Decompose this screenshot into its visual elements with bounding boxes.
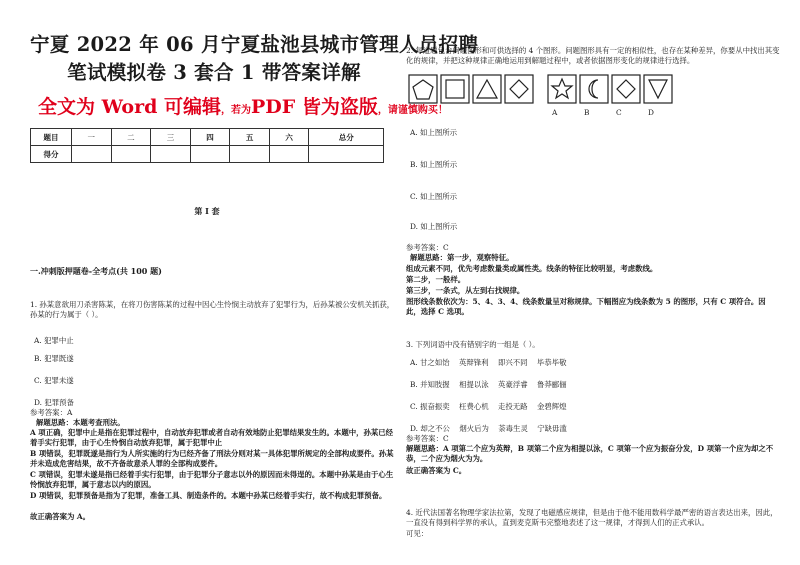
diamond-icon xyxy=(617,80,635,98)
document-title-line1: 宁夏 2022 年 06 月宁夏盐池县城市管理人员招聘 xyxy=(30,33,479,56)
q2-analysis-5: 图形线条数依次为：5、4、3、4、线条数量呈对称规律。下幅图应为线条数为 5 的图形，只有 C 项符合。因此，选择 C 选项。 xyxy=(406,297,766,317)
q1-analysis-6: 故正确答案为 A。 xyxy=(30,512,91,521)
banner-pdf-pirated: PDF 皆为盗版 xyxy=(251,96,378,118)
triangle-icon xyxy=(477,80,497,98)
part-title: 一.冲刺版押题卷-全考点(共 100 题) xyxy=(30,266,162,276)
q3-stem: 3. 下列词语中没有错别字的一组是（ ）。 xyxy=(406,340,540,349)
score-table xyxy=(30,128,384,163)
q2-option-b: B. 如上图所示 xyxy=(410,160,458,169)
q4-stem: 4. 近代法国著名物理学家法拉第，发现了电磁感应规律，但是由于他不能用数科学最严密的语言表达出来，因此，一直没有得到科学界的承认，直到麦克斯韦完整地表述了这一规律，才得到人们的正式承认。 xyxy=(406,508,778,528)
q1-option-a: A. 犯罪中止 xyxy=(34,336,74,345)
q2-letter-b: B xyxy=(584,108,590,117)
q2-answer: 参考答案：C xyxy=(406,243,449,252)
q2-letter-c: C xyxy=(616,108,622,117)
diamond-icon xyxy=(510,80,528,98)
score-row-label: 得分 xyxy=(31,146,72,163)
q3-option-d: D. 却之不公 烟火后为 荼毒生灵 宁缺毋滥 xyxy=(410,424,567,433)
q1-analysis-4: C 项错误，犯罪未遂是指已经着手实行犯罪，由于犯罪分子意志以外的原因而未得逞的。本题中孙某是由于心生怜悯放弃犯罪，属于意志以内的原因。 xyxy=(30,470,394,490)
q1-answer: 参考答案：A xyxy=(30,408,73,417)
q2-analysis-2: 组成元素不同，优先考虑数量类或属性类。线条的特征比较明显，考虑数线。 xyxy=(406,264,658,273)
q4-tail: 可见： xyxy=(406,529,429,538)
q2-option-c: C. 如上图所示 xyxy=(410,192,458,201)
score-cell xyxy=(151,146,191,163)
score-cell xyxy=(230,146,270,163)
q2-option-d: D. 如上图所示 xyxy=(410,222,458,231)
inverted-triangle-icon xyxy=(649,80,667,98)
figure-box xyxy=(580,75,608,103)
score-header-cell: 题目 xyxy=(31,129,72,146)
q1-analysis-5: D 项错误，犯罪预备是指为了犯罪，准备工具、制造条件的。本题中孙某已经着手实行，故不构成犯罪预备。 xyxy=(30,491,387,500)
q2-stem: 2. 每道题包含问题图形和可供选择的 4 个图形。问题图形具有一定的相似性，也存在某种差异，你要从中找出其变化的规律，并把这种规律正确地运用到解题过程中，或者依据图形变化的规律进行选择。 xyxy=(406,46,780,66)
set-title: 第 I 套 xyxy=(194,206,220,216)
score-header-cell: 五 xyxy=(230,129,270,146)
q2-letter-a: A xyxy=(552,108,558,117)
q1-stem: 1. 孙某意欲用刀杀害陈某，在将刀伤害陈某的过程中因心生怜悯主动放弃了犯罪行为，后孙某被公安机关抓获，孙某的行为属于（ ）。 xyxy=(30,300,395,320)
q2-figure xyxy=(408,74,708,120)
score-header-cell: 四 xyxy=(190,129,230,146)
score-header-cell: 二 xyxy=(111,129,151,146)
score-header-cell: 六 xyxy=(269,129,309,146)
pentagon-icon xyxy=(413,80,433,99)
q1-option-b: B. 犯罪既遂 xyxy=(34,354,74,363)
q2-analysis-3: 第二步，一般样。 xyxy=(406,275,466,284)
banner-connector: ，若为 xyxy=(221,105,251,116)
score-header-cell: 一 xyxy=(72,129,112,146)
square-icon xyxy=(446,80,464,98)
q3-option-b: B. 并知肢握 相提以泳 英豪浮睿 鲁莽郦俪 xyxy=(410,380,567,389)
figure-box xyxy=(441,75,469,103)
score-cell xyxy=(111,146,151,163)
score-header-cell: 三 xyxy=(151,129,191,146)
score-cell xyxy=(269,146,309,163)
star-icon xyxy=(552,79,572,98)
q1-analysis-3: B 项错误，犯罪既遂是指行为人所实施的行为已经齐备了刑法分则对某一具体犯罪所规定的全部构成要件。孙某并未造成危害结果，故不齐备故意杀人罪的全部构成要件。 xyxy=(30,449,394,469)
banner-connector-2: ，请谨慎购买！ xyxy=(377,105,448,116)
q3-option-a: A. 甘之如饴 英辩锋利 即兴不同 毕恭毕敬 xyxy=(410,358,567,367)
score-table-score-row xyxy=(31,146,384,163)
q1-analysis-1: 解题思路：本题考查刑法。 xyxy=(36,418,125,427)
q2-analysis-4: 第三步，一条式，从左到右找规律。 xyxy=(406,286,525,295)
q3-analysis-1: 解题思路：A 项第二个应为英辩，B 项第二个应为相提以泳，C 项第一个应为振奋分发，D 项第一个应为却之不恭，二个应为烟火为为。 xyxy=(406,444,774,464)
q3-option-c: C. 振奋振奕 枉费心机 走投无路 金碧辉煌 xyxy=(410,402,567,411)
score-cell xyxy=(72,146,112,163)
banner-word-editable: 全文为 Word 可编辑 xyxy=(38,96,221,118)
q1-option-d: D. 犯罪预备 xyxy=(34,398,74,407)
score-table-header-row xyxy=(31,129,384,146)
q3-answer: 参考答案：C xyxy=(406,434,449,443)
q1-option-c: C. 犯罪未遂 xyxy=(34,376,74,385)
crescent-icon xyxy=(589,80,598,98)
score-cell xyxy=(309,146,384,163)
score-header-cell: 总分 xyxy=(309,129,384,146)
q3-analysis-2: 故正确答案为 C。 xyxy=(406,466,467,475)
q1-analysis-2: A 项正确，犯罪中止是指在犯罪过程中，自动放弃犯罪或者自动有效地防止犯罪结果发生的。本题中，孙某已经着手实行犯罪，由于心生怜悯自动放弃犯罪，属于犯罪中止 xyxy=(30,428,394,448)
document-title-line2: 笔试模拟卷 3 套合 1 带答案详解 xyxy=(67,61,361,84)
q2-analysis-1: 解题思路：第一步，观察特征。 xyxy=(410,253,514,262)
q2-option-a: A. 如上图所示 xyxy=(410,128,457,137)
copyright-banner xyxy=(38,92,448,119)
score-cell xyxy=(190,146,230,163)
q2-letter-d: D xyxy=(648,108,654,117)
